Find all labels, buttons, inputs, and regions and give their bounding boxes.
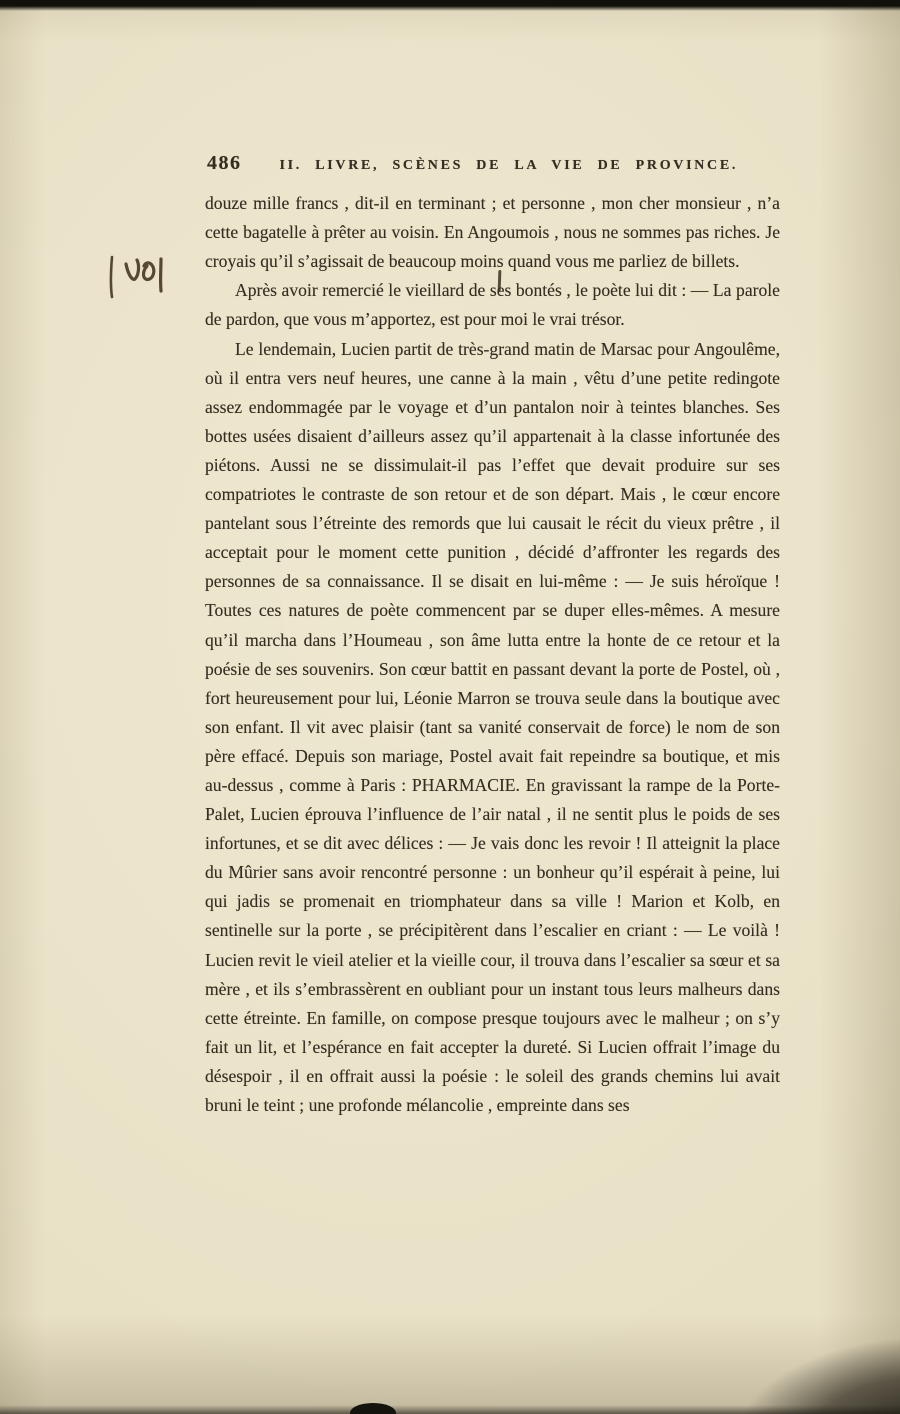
paragraph-2: Après avoir remercié le vieillard de ses bontés , le poète lui dit : — La parole de pardon, que vous m’apportez, est pour moi le vrai trésor. — [205, 280, 780, 330]
paragraph-1: douze mille francs , dit-il en terminant ; et personne , mon cher monsieur , n’a cette bagatelle à prêter au voisin. En Angoumois , nous ne sommes pas riches. Je croyais qu’il s’agissait de beaucoup moins quand vous me parliez de billets. — [205, 193, 780, 272]
handwritten-margin-mark-icon — [106, 250, 168, 304]
scan-corner-shadow — [738, 1339, 900, 1414]
page-number: 486 — [207, 152, 242, 174]
paragraph-3: Le lendemain, Lucien partit de très-grand matin de Marsac pour Angoulême, où il entra vers neuf heures, une canne à la main , vêtu d’une petite redingote assez endommagée par le voyage et d’un pantalon noir à teintes blanches. Ses bottes usées disaient d’ailleurs assez qu’il appartenait à la classe infortunée des piétons. Aussi ne se dissimulait-il pas l’effet que devait produire sur ses compatriotes le contraste de son retour et de son départ. Mais , le cœur encore pantelant sous l’étreinte des remords que lui causait le récit du vieux prêtre , il acceptait pour le moment cette punition , décidé d’affronter les regards des personnes de sa connaissance. Il se disait en lui-même : — Je suis héroïque ! Toutes ces natures de poète commencent par se duper elles-mêmes. A mesure qu’il marcha dans l’Houmeau , son âme lutta entre la honte de ce retour et la poésie de ses souvenirs. Son cœur battit en passant devant la porte de Postel, où , fort heureusement pour lui, Léonie Marron se trouva seule dans la boutique avec son enfant. Il vit avec plaisir (tant sa vanité conservait de force) le nom de son père effacé. Depuis son mariage, Postel avait fait repeindre sa boutique, et mis au-dessus , comme à Paris : PHARMACIE. En gravissant la rampe de la Porte-Palet, Lucien éprouva l’influence de l’air natal , il ne sentit plus le poids de ses infortunes, et se dit avec délices : — Je vais donc les revoir ! Il atteignit la place du Mûrier sans avoir rencontré personne : un bonheur qu’il espérait à peine, lui qui jadis se promenait en triomphateur dans sa ville ! Marion et Kolb, en sentinelle sur la porte , se précipitèrent dans l’escalier en criant : — Le voilà ! Lucien revit le vieil atelier et la vieille cour, il trouva dans l’escalier sa sœur et sa mère , et ils s’embrassèrent en oubliant pour un instant tous leurs malheurs dans cette étreinte. En famille, on compose presque toujours avec le malheur ; on s’y fait un lit, et l’espérance en fait accepter la dureté. Si Lucien offrait l’image du désespoir , il en offrait aussi la poésie : le soleil des grands chemins lui avait bruni le teint ; une profonde mélancolie , empreinte dans ses — [205, 338, 780, 1115]
text-block — [205, 149, 780, 1120]
running-title: II. LIVRE, SCÈNES DE LA VIE DE PROVINCE. — [279, 158, 739, 173]
running-header — [207, 149, 780, 180]
scan-top-edge — [0, 0, 900, 11]
